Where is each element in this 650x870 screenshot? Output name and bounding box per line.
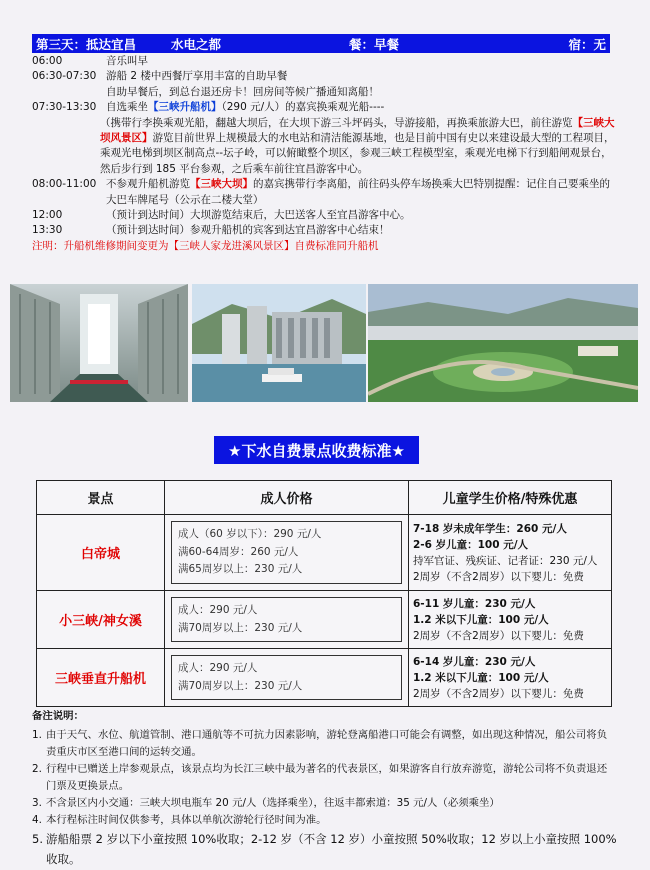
remarks-title: 备注说明： (32, 710, 84, 722)
dam-highlight: 【三峡大坝】 (190, 178, 253, 191)
col-header-adult: 成人价格 (165, 481, 409, 515)
fee-banner: ★下水自费景点收费标准★ (214, 436, 419, 464)
day-header-bar (32, 34, 610, 53)
photo-strip (10, 284, 638, 402)
schedule-row: 自助早餐后，到总台退还房卡！回房间等候广播通知离船！ (106, 85, 379, 98)
ship-lift-interior-photo (10, 284, 188, 402)
maintenance-note: 注明：升船机维修期间变更为【三峡人家龙进溪风景区】自费标准同升船机 (32, 239, 379, 252)
table-row: 三峡垂直升船机 成人：290 元/人 满70周岁以上：230 元/人 6-14 岁儿童：230 元/人 1.2 米以下儿童：100 元/人 2周岁（不含2周岁）以下婴儿：免费 (37, 649, 612, 707)
day-title: 第三天：抵达宜昌 (36, 36, 137, 52)
table-row: 小三峡/神女溪 成人：290 元/人 满70周岁以上：230 元/人 6-11 岁儿童：230 元/人 1.2 米以下儿童：100 元/人 2周岁（不含2周岁）以下婴儿：免费 (37, 591, 612, 649)
remarks (32, 708, 617, 869)
list-item: 5. 游船船票 2 岁以下小童按照 10%收取；2-12 岁（不含 12 岁）小童按照 50%收取；12 岁以上小童按照 100%收取。 (32, 832, 617, 866)
list-item: 2. 行程中已赠送上岸参观景点，该景点均为长江三峡中最为著名的代表景区，如果游客自行放弃游览，游轮公司将不负责退还门票及更换景点。 (32, 763, 608, 792)
stay-info: 宿：无 (568, 36, 606, 52)
col-header-spot: 景点 (37, 481, 165, 515)
list-item: 1. 由于天气、水位、航道管制、港口通航等不可抗力因素影响，游轮登离船港口可能会有调整，如出现这种情况，船公司将负责重庆市区至港口间的运转交通。 (32, 729, 608, 758)
meal-info: 餐：早餐 (349, 36, 400, 52)
table-row: 白帝城 成人（60 岁以下）：290 元/人 满60-64周岁：260 元/人 满65周岁以上：230 元/人 7-18 岁未成年学生：260 元/人 2-6 岁儿童：100 元/人 持军官证、残疾证、记者证：230 元/人 2周岁（不含2周岁）以下婴儿：免费 (37, 515, 612, 591)
ship-lift-highlight: 【三峡升船机】 (148, 101, 222, 114)
list-item: 3. 不含景区内小交通：三峡大坝电瓶车 20 元/人（选择乘坐），往返丰都索道：35 元/人（必须乘坐） (32, 797, 500, 809)
list-item: 4. 本行程标注时间仅供参考，具体以单航次游轮行径时间为准。 (32, 814, 327, 826)
schedule-row: 06:00 音乐叫早 (32, 55, 148, 67)
schedule-row-option-2: 08:00-11:00 不参观升船机游览【三峡大坝】的嘉宾携带行李离船，前往码头停车场换乘大巴特别提醒：记住自己要乘坐的大巴车牌尾号（公示在二楼大堂） (32, 178, 610, 206)
remarks-list (32, 727, 617, 869)
day-theme: 水电之都 (171, 36, 222, 52)
schedule-row-option-1: 07:30-13:30 自选乘坐【三峡升船机】（290 元/人）的嘉宾换乘观光船---- (32, 101, 385, 114)
schedule-row: 06:30-07:30 游船 2 楼中西餐厅享用丰富的自助早餐 (32, 70, 288, 83)
fee-table (36, 480, 612, 707)
spot-name: 白帝城 (37, 515, 165, 591)
schedule-paragraph: （携带行李换乘观光船，翻越大坝后，在大坝下游三斗坪码头，导游接船，再换乘旅游大巴，前往游览【三峡大坝风景区】游览目前世界上规模最大的水电站和清洁能源基地，也是目前中国有史以来建设最大型的工程项目，乘观光电梯到坝区制高点--坛子岭，可以俯瞰整个坝区，参观三峡工程模型室，乘观光电梯下行到船闸观景台，然后步行到 185 平台参观，之后乘车前往宜昌游客中心。 (100, 116, 615, 175)
spot-name: 小三峡/神女溪 (37, 591, 165, 649)
schedule-row: 13:30 （预计到达时间）参观升船机的宾客到达宜昌游客中心结束！ (32, 224, 390, 237)
spot-name: 三峡垂直升船机 (37, 649, 165, 707)
schedule (32, 54, 617, 254)
dam-scenic-highlight: 【三峡大坝风景区】 (100, 116, 615, 145)
three-gorges-dam-photo (192, 284, 366, 402)
dam-aerial-park-photo (368, 284, 638, 402)
schedule-row: 12:00 （预计到达时间）大坝游览结束后，大巴送客人至宜昌游客中心。 (32, 209, 411, 222)
col-header-child: 儿童学生价格/特殊优惠 (409, 481, 612, 515)
